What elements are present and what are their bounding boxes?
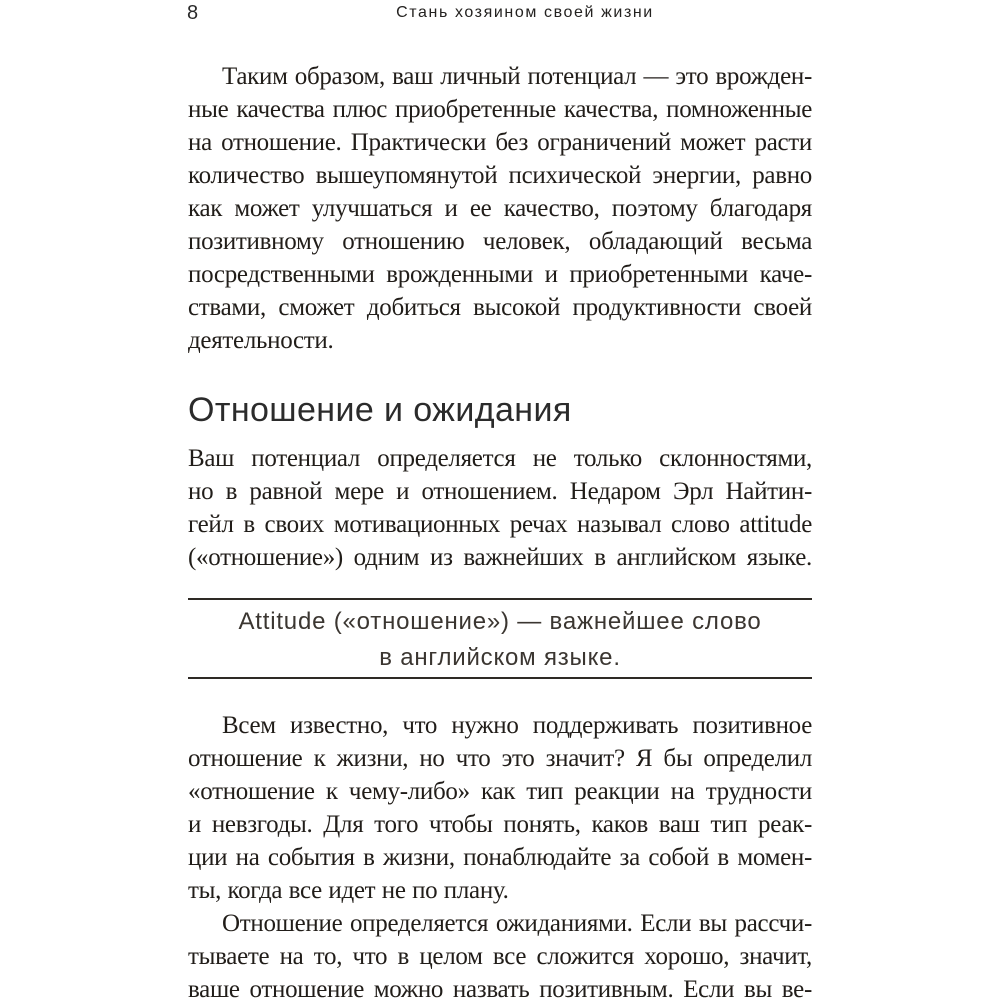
text-line: ваше отношение можно назвать позитивным. Если вы ве- [188,976,812,1000]
text-line: Отношение определяется ожиданиями. Если вы рассчи- [222,910,812,937]
running-head: Стань хозяином своей жизни [396,4,654,21]
text-line: («отношение») одним из важнейших в английском языке. [188,544,812,571]
text-line: гейл в своих мотивационных речах называл слово attitude [188,511,812,538]
paragraph-potential [188,60,812,357]
text-line: ные качества плюс приобретенные качества, помноженные [188,96,812,123]
text-line: деятельности. [188,327,334,354]
text-line: Всем известно, что нужно поддерживать позитивное [222,712,812,739]
page-number: 8 [187,2,200,24]
paragraph-reaction [188,709,812,907]
section-heading: Отношение и ожидания [188,391,572,429]
text-line: Attitude («отношение») — важнейшее слово [238,608,762,635]
page-header [0,0,1000,26]
text-line: как может улучшаться и ее качество, поэтому благодаря [188,195,812,222]
text-line: посредственными врожденными и приобретенными каче- [188,261,812,288]
paragraph-attitude [188,442,812,574]
callout-quote [188,598,812,679]
text-line: ции на события в жизни, понаблюдайте за собой в момен- [188,844,812,871]
text-line: в английском языке. [379,644,621,671]
text-line: но в равной мере и отношением. Недаром Эрл Найтин- [188,478,812,505]
text-line: «отношение к чему-либо» как тип реакции на трудности [188,778,812,805]
text-line: Ваш потенциал определяется не только склонностями, [188,445,812,472]
paragraph-expectations [188,907,812,1000]
text-line: количество вышеупомянутой психической энергии, равно [188,162,812,189]
text-line: отношение к жизни, но что это значит? Я бы определил [188,745,812,772]
text-line: Таким образом, ваш личный потенциал — это врожден- [222,63,812,90]
page-body [0,60,1000,1000]
text-line: тываете на то, что в целом все сложится хорошо, значит, [188,943,812,970]
text-line: на отношение. Практически без ограничений может расти [188,129,812,156]
text-line: позитивному отношению человек, обладающий весьма [188,228,812,255]
text-line: и невзгоды. Для того чтобы понять, каков ваш тип реак- [188,811,812,838]
text-line: ты, когда все идет не по плану. [188,877,509,904]
text-line: ствами, сможет добиться высокой продуктивности своей [188,294,812,321]
